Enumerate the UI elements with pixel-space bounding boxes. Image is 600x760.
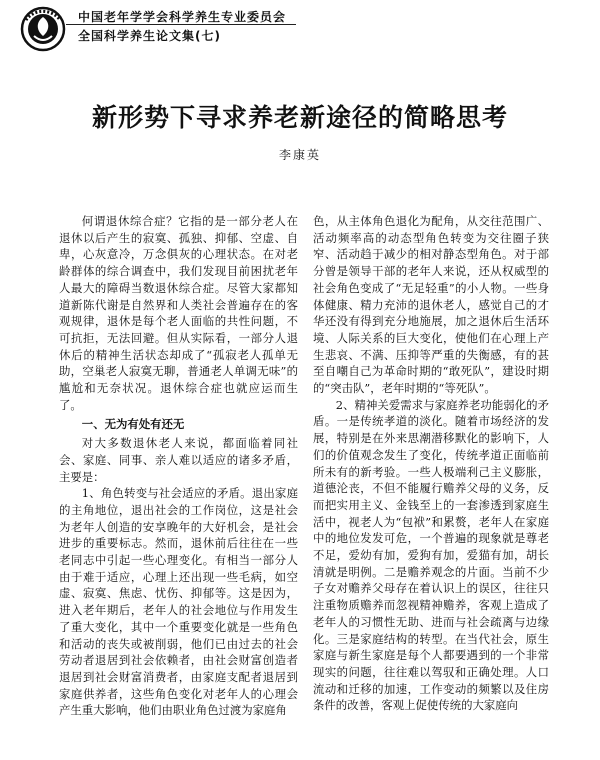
body-paragraph: 1、角色转变与社会适应的矛盾。退出家庭的主角地位，退出社会的工作岗位，这是社会为老年人创造的安享晚年的大好机会，是社会进步的重要标志。然而，退休前后往往在一些老同志中引起一些心理变化。有相当一部分人由于难于适应，心理上还出现一些毛病，如空虚、寂寞、焦虑、忧伤、抑郁等。这是因为，进入老年期后，老年人的社会地位与作用发生了重大变化，其中一个重要变化就是一些角色和活动的丧失或被削弱，他们已由过去的社会劳动者退居到社会依赖者，由社会财富创造者退居到社会财富消费者，由家庭支配者退居到家庭供养者，这些角色变化对老年人的心理会产生重大影响，他们由职业角色过渡为家庭角 — [59, 486, 298, 718]
header-organization: 中国老年学学会科学养生专业委员会 — [78, 10, 287, 24]
right-column — [313, 213, 549, 758]
section-heading: 一、无为有处有还无 — [81, 417, 185, 432]
body-paragraph-continued: 色，从主体角色退化为配角，从交往范围广、活动频率高的动态型角色转变为交往圈子狭窄、活动趋于减少的相对静态型角色。对于部分曾是领导干部的老年人来说，还从权威型的社会角色变成了“无足轻重”的小人物。一些身体健康、精力充沛的退休老人，感觉自己的才华还没有得到充分地施展，加之退休后生活环境、人际关系的巨大变化，使他们在心理上产生悲哀、不满、压抑等严重的失衡感，有的甚至自嘲自己为革命时期的“敢死队”，建设时期的“突击队”，老年时期的“等死队”。 — [313, 214, 549, 396]
body-paragraph: 对大多数退休老人来说，都面临着同社会、家庭、同事、亲人难以适应的诸多矛盾，主要是： — [59, 436, 298, 484]
article-author: 李康英 — [278, 148, 321, 162]
header-collection: 全国科学养生论文集(七) — [78, 29, 221, 43]
header-rule — [66, 24, 296, 25]
association-logo-icon — [20, 6, 66, 52]
article-title: 新形势下寻求养老新途径的简略思考 — [91, 103, 508, 132]
intro-paragraph: 何谓退休综合症？它指的是一部分老人在退休以后产生的寂寞、孤独、抑郁、空虚、自卑，心灰意冷，万念俱灰的心理状态。在对老龄群体的综合调查中，我们发现目前困扰老年人最大的障碍当数退休综合症。尽管大家都知道新陈代谢是自然界和人类社会普遍存在的客观规律，退休是每个老人面临的共性问题，不可抗拒，无法回避。但从实际看，一部分人退休后的精神生活状态却成了“孤寂老人孤单无助，空巢老人寂寞无聊，普通老人单调无味”的尴尬和无奈状况。退休综合症也就应运而生了。 — [59, 214, 298, 412]
body-paragraph: 2、精神关爱需求与家庭养老功能弱化的矛盾。一是传统孝道的淡化。随着市场经济的发展，特别是在外来思潮潜移默化的影响下，人们的价值观念发生了变化，传统孝道正面临前所未有的新考验。一些人极端利己主义膨胀，道德沦丧，不但不能履行赡养父母的义务，反而把实用主义、金钱至上的一套渗透到家庭生活中，视老人为“包袱”和累赘，老年人在家庭中的地位发发可危，一个普遍的现象就是尊老不足，爱幼有加，爱狗有加，爱猫有加，胡长清就是明例。二是赡养观念的片面。当前不少子女对赡养父母存在着认识上的误区，往往只注重物质赡养而忽视精神赡养，客观上造成了老年人的习惯性无助、进而与社会疏离与边缘化。三是家庭结构的转型。在当代社会，原生家庭与新生家庭是每个人都要遇到的一个非常现实的问题，往往难以驾驭和正确处理。人口流动和迁移的加速，工作变动的频繁以及住房条件的改善，客观上促使传统的大家庭向 — [313, 397, 549, 713]
left-column — [59, 213, 298, 758]
